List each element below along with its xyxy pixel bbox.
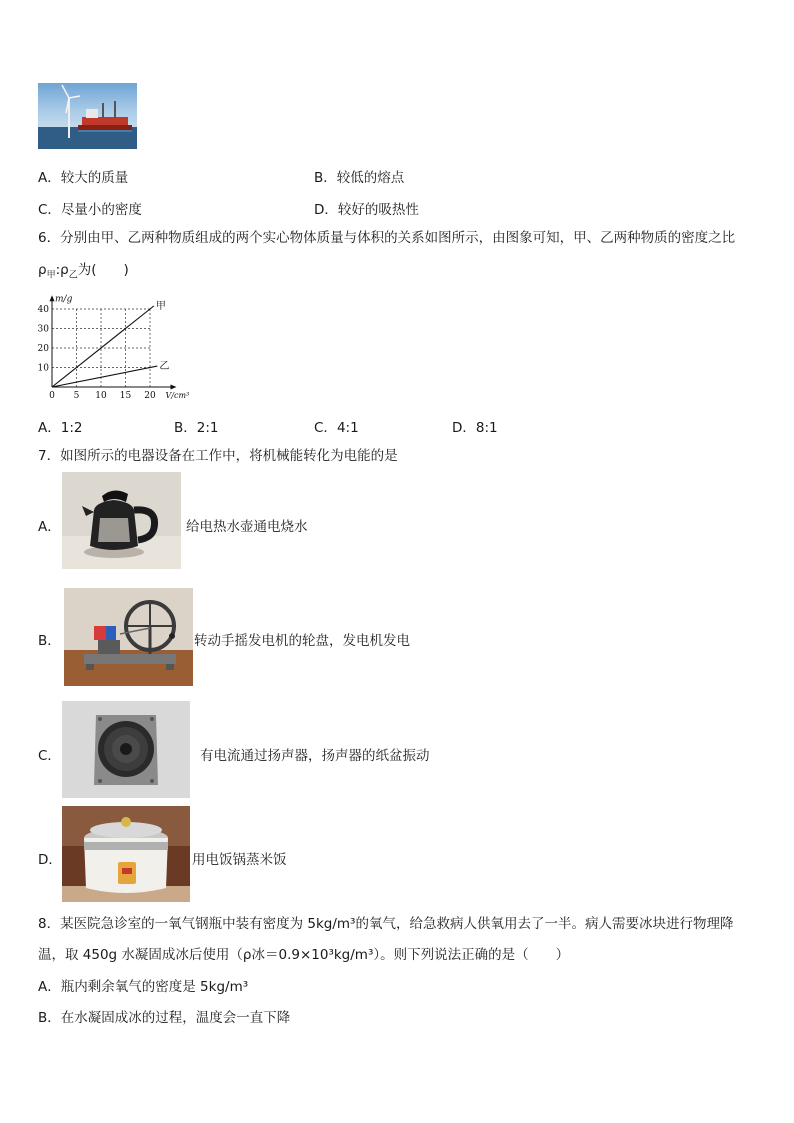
series-line-2 [52, 366, 157, 387]
q7-option-c-letter[interactable]: C． [38, 748, 61, 764]
q7-stem: 7．如图所示的电器设备在工作中，将机械能转化为电能的是 [38, 448, 398, 464]
loudspeaker-photo [62, 701, 190, 798]
x-axis-label: V/cm³ [165, 391, 190, 400]
electric-kettle-photo [62, 472, 181, 569]
q5-option-b[interactable]: B．较低的熔点 [314, 170, 405, 186]
y-tick-label: 40 [37, 305, 49, 315]
x-tick-label: 0 [49, 391, 55, 401]
q5-option-c[interactable]: C．尽量小的密度 [38, 202, 142, 218]
x-tick-label: 20 [144, 391, 156, 401]
series-label-2: 乙 [159, 361, 170, 373]
q6-option-a[interactable]: A．1:2 [38, 420, 83, 436]
mass-volume-chart [34, 290, 194, 402]
q6-option-c[interactable]: C．4:1 [314, 420, 359, 436]
y-tick-label: 20 [37, 344, 49, 354]
q6-option-d[interactable]: D．8:1 [452, 420, 498, 436]
q6-option-b[interactable]: B．2:1 [174, 420, 219, 436]
q6-stem-line2: $\rho_甲:\rho_乙$为( ) [38, 262, 129, 281]
q7-option-b-letter[interactable]: B． [38, 633, 61, 649]
series-label-1: 甲 [155, 300, 166, 312]
q7-option-a-letter[interactable]: A． [38, 519, 61, 535]
q8-option-b[interactable]: B．在水凝固成冰的过程，温度会一直下降 [38, 1010, 291, 1026]
y-axis-label: m/g [55, 294, 73, 305]
x-tick-label: 10 [95, 391, 107, 401]
y-axis-arrow [50, 295, 55, 301]
q7-option-d-letter[interactable]: D． [38, 852, 62, 868]
hand-crank-generator-photo [64, 588, 193, 686]
q7-option-b-text: 转动手摇发电机的轮盘，发电机发电 [194, 633, 410, 649]
x-axis-arrow [171, 385, 177, 390]
x-tick-label: 15 [119, 391, 132, 401]
q7-option-a-text: 给电热水壶通电烧水 [186, 519, 308, 535]
q7-option-d-text: 用电饭锅蒸米饭 [192, 852, 287, 868]
wind-turbine-ship-photo [38, 83, 137, 149]
q5-option-d[interactable]: D．较好的吸热性 [314, 202, 419, 218]
x-tick-label: 5 [73, 391, 80, 401]
rice-cooker-photo [62, 806, 190, 902]
q8-stem-line2: 温，取 450g 水凝固成冰后使用（ρ冰＝0.9×10³kg/m³）。则下列说法正确的是（ ） [38, 947, 570, 963]
y-tick-label: 30 [37, 324, 49, 335]
series-line-1 [52, 306, 154, 387]
q7-option-c-text: 有电流通过扬声器，扬声器的纸盆振动 [200, 748, 430, 764]
q8-stem-line1: 8．某医院急诊室的一氧气钢瓶中装有密度为 5kg/m³的氧气，给急救病人供氧用去了一半。病人需要冰块进行物理降 [38, 916, 734, 932]
y-tick-label: 10 [37, 363, 49, 374]
q8-option-a[interactable]: A．瓶内剩余氧气的密度是 5kg/m³ [38, 979, 249, 995]
q5-option-a[interactable]: A．较大的质量 [38, 170, 129, 186]
q6-stem-line1: 6．分别由甲、乙两种物质组成的两个实心物体质量与体积的关系如图所示，由图象可知，甲、乙两种物质的密度之比 [38, 230, 736, 246]
